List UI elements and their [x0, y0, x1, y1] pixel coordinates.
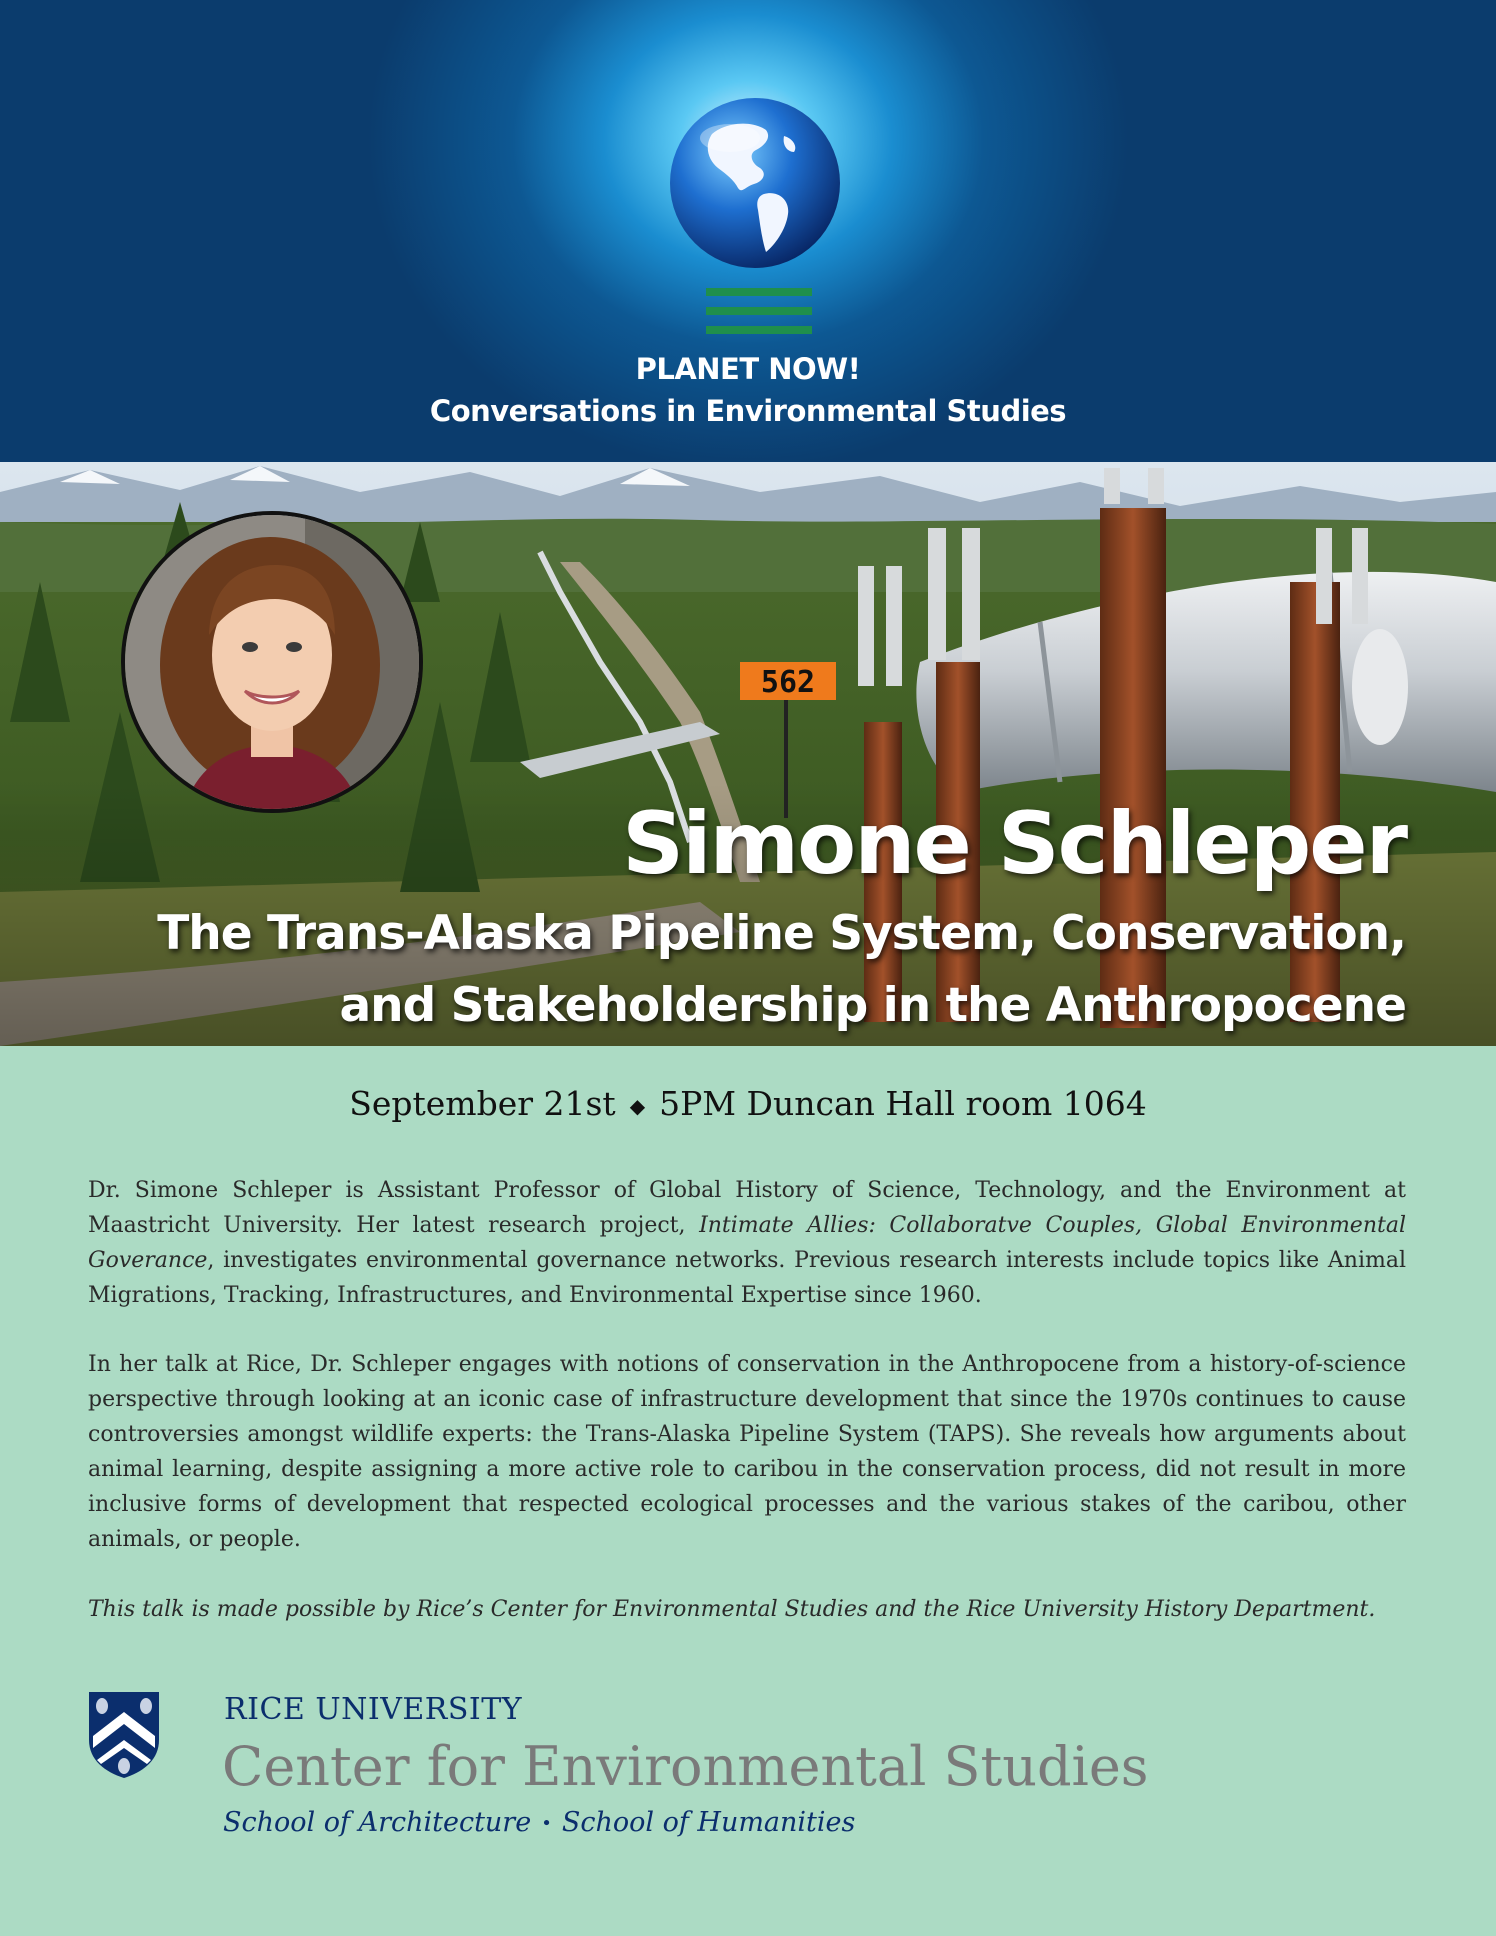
school-humanities: School of Humanities [561, 1807, 856, 1838]
talk-title [157, 898, 1406, 1042]
talk-title-line1: The Trans-Alaska Pipeline System, Conservation, [157, 906, 1406, 961]
speaker-bio [88, 1173, 1406, 1313]
center-name: Center for Environmental Studies [222, 1735, 1149, 1798]
talk-title-line2: and Stakeholdership in the Anthropocene [339, 978, 1406, 1033]
event-details [0, 1082, 1496, 1128]
event-time-place: 5PM Duncan Hall room 1064 [659, 1084, 1147, 1123]
bio-project-title: Intimate Allies: Collaboratve Couples, Global Environmental Goverance [88, 1213, 1406, 1273]
talk-description: In her talk at Rice, Dr. Schleper engages with notions of conservation in the Anthropocene from a history-of-science perspective through looking at an iconic case of infrastructure development that since the 1970s continues to cause controversies amongst wildlife experts: the Trans-Alaska Pipeline System (TAPS). She reveals how arguments about animal learning, despite assigning a more active role to caribou in the conservation process, did not result in more inclusive forms of development that respected ecological processes and the various stakes of the caribou, other animals, or people. [88, 1352, 1406, 1552]
bio-text-before: Dr. Simone Schleper is Assistant Professor of Global History of Science, Technology, and the Environment at Maastricht University. Her latest research project, [88, 1178, 1406, 1238]
green-bars-icon [706, 288, 812, 334]
globe-icon [668, 96, 842, 270]
speaker-portrait [121, 511, 423, 813]
logo-bar [706, 326, 812, 334]
bio-text-after: , investigates environmental governance networks. Previous research interests include topics like Animal Migrations, Tracking, Infrastructures, and Environmental Expertise since 1960. [88, 1248, 1406, 1308]
series-subtitle: Conversations in Environmental Studies [429, 394, 1067, 428]
bullet-separator-icon: • [541, 1812, 552, 1834]
milepost-number: 562 [760, 665, 816, 700]
speaker-name: Simone Schleper [622, 794, 1406, 894]
rice-shield-icon [87, 1690, 161, 1780]
event-date: September 21st [349, 1084, 616, 1123]
header-banner [0, 0, 1496, 462]
diamond-separator-icon: ◆ [629, 1094, 646, 1118]
school-affiliations [223, 1806, 855, 1841]
series-name: PLANET NOW! [635, 352, 861, 386]
university-name: RICE UNIVERSITY [224, 1692, 523, 1727]
sponsor-credit: This talk is made possible by Rice’s Center for Environmental Studies and the Rice University History Department. [88, 1597, 1376, 1622]
logo-bar [706, 307, 812, 315]
school-architecture: School of Architecture [223, 1807, 532, 1838]
series-title [0, 348, 1496, 432]
logo-bar [706, 288, 812, 296]
